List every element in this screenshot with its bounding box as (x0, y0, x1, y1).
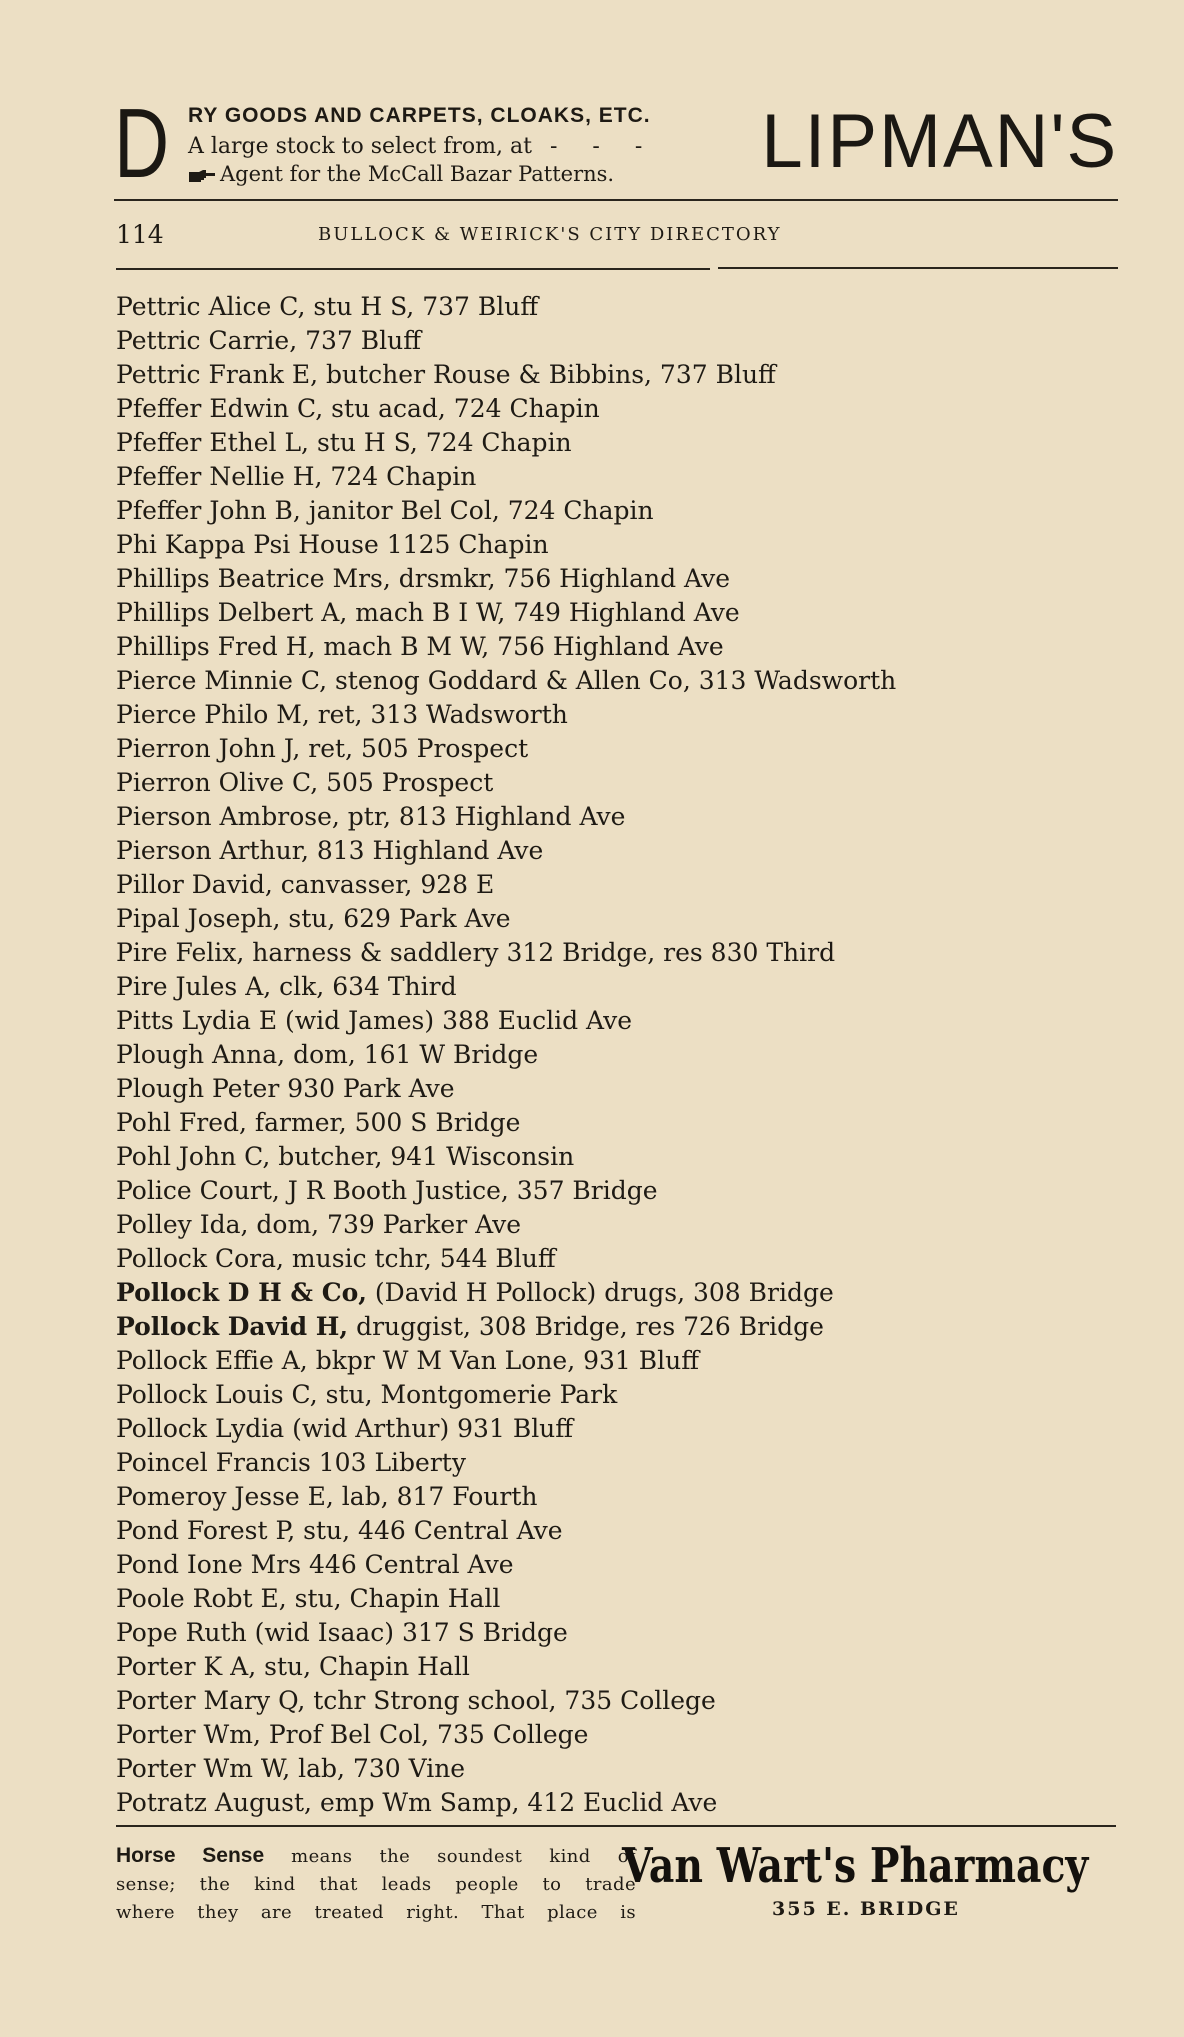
entry-name: Pierson Ambrose, (116, 802, 340, 831)
entry-details: butcher Rouse & Bibbins, 737 Bluff (318, 360, 776, 389)
entry-name: Polley Ida, (116, 1210, 249, 1239)
entry-details: music tchr, 544 Bluff (283, 1244, 556, 1273)
directory-entry (116, 358, 896, 392)
pharmacy-brand: Van Wart's Pharmacy (622, 1838, 1089, 1894)
top-advertisement (112, 88, 1118, 200)
entry-details: 737 Bluff (297, 326, 421, 355)
entry-details: 446 Central Ave (301, 1550, 514, 1579)
entry-details: 813 Highland Ave (308, 836, 544, 865)
entry-details: clk, 634 Third (271, 972, 457, 1001)
entry-name: Pope Ruth (116, 1618, 247, 1647)
entry-details: J R Booth Justice, 357 Bridge (279, 1176, 658, 1205)
entry-details: druggist, 308 Bridge, res 726 Bridge (348, 1312, 824, 1341)
ad-lead: Horse Sense (116, 1844, 265, 1867)
entry-name: Pollock David H, (116, 1312, 349, 1341)
entry-name: Porter K A, (116, 1652, 257, 1681)
entry-details: dom, 739 Parker Ave (248, 1210, 522, 1239)
entry-details: ret, 505 Prospect (300, 734, 529, 763)
directory-entry (116, 1276, 896, 1310)
entry-name: Pollock Cora, (116, 1244, 284, 1273)
ad-copy-line-3: where they are treated right. That place is (116, 1902, 636, 1923)
directory-entry (116, 1242, 896, 1276)
page-number: 114 (116, 220, 164, 249)
entry-details: stenog Goddard & Allen Co, 313 Wadsworth (327, 666, 897, 695)
entry-name: Pettric Frank E, (116, 360, 319, 389)
entry-name: Porter Wm, (116, 1720, 261, 1749)
entry-name: Police Court, (116, 1176, 280, 1205)
directory-entry (116, 290, 896, 324)
ad-copy-line-1-text: means the soundest kind of (264, 1846, 636, 1867)
entry-name: Pire Felix, (116, 938, 245, 967)
entry-name: Poole Robt E, (116, 1584, 287, 1613)
entry-name: Phillips Beatrice Mrs, (116, 564, 391, 593)
directory-entry (116, 1616, 896, 1650)
entry-name: Pond Ione Mrs (116, 1550, 302, 1579)
ad-brand-name: LIPMAN'S (761, 99, 1118, 184)
directory-entry (116, 494, 896, 528)
entry-details: drsmkr, 756 Highland Ave (390, 564, 730, 593)
directory-entry (116, 1752, 896, 1786)
directory-entry (116, 1412, 896, 1446)
entry-details: (wid James) 388 Euclid Ave (277, 1006, 632, 1035)
ad-agent-text: Agent for the McCall Bazar Patterns. (220, 162, 615, 186)
entry-name: Potratz August, (116, 1788, 313, 1817)
directory-entry (116, 800, 896, 834)
entry-details: ret, 313 Wadsworth (309, 700, 568, 729)
directory-entry (116, 426, 896, 460)
entry-details: stu acad, 724 Chapin (323, 394, 600, 423)
directory-entry (116, 732, 896, 766)
entry-name: Pomeroy Jesse E, (116, 1482, 334, 1511)
entry-name: Phillips Delbert A, (116, 598, 348, 627)
entry-details: tchr Strong school, 735 College (305, 1686, 716, 1715)
entry-name: Pfeffer John B, (116, 496, 301, 525)
header-divider-right (718, 267, 1118, 269)
entry-details: lab, 730 Vine (290, 1754, 466, 1783)
entry-details: 930 Park Ave (279, 1074, 455, 1103)
directory-entry (116, 1344, 896, 1378)
directory-entry (116, 1548, 896, 1582)
directory-entry (116, 1378, 896, 1412)
entry-name: Pollock D H & Co, (116, 1278, 367, 1307)
entry-details: (wid Isaac) 317 S Bridge (246, 1618, 568, 1647)
entry-details: canvasser, 928 E (272, 870, 495, 899)
entry-details: emp Wm Samp, 412 Euclid Ave (312, 1788, 718, 1817)
directory-entry (116, 868, 896, 902)
entry-name: Pierce Philo M, (116, 700, 310, 729)
directory-entry (116, 902, 896, 936)
entry-name: Pierron Olive C, (116, 768, 319, 797)
entry-name: Pfeffer Nellie H, (116, 462, 323, 491)
entry-details: Prof Bel Col, 735 College (260, 1720, 589, 1749)
entry-name: Pierce Minnie C, (116, 666, 328, 695)
entry-name: Phillips Fred H, (116, 632, 316, 661)
entry-details: 724 Chapin (322, 462, 477, 491)
footer-divider (116, 1825, 1116, 1827)
entry-details: mach B I W, 749 Highland Ave (347, 598, 740, 627)
entry-details: 103 Liberty (310, 1448, 466, 1477)
directory-entry (116, 1446, 896, 1480)
ad-dashes: - - - (549, 134, 657, 159)
directory-entry (116, 1208, 896, 1242)
top-ad-divider (114, 199, 1118, 201)
running-title: BULLOCK & WEIRICK'S CITY DIRECTORY (318, 224, 782, 245)
ad-headline: RY GOODS AND CARPETS, CLOAKS, ETC. (188, 104, 651, 127)
pointing-hand-icon (188, 169, 216, 183)
entry-details: (wid Arthur) 931 Bluff (284, 1414, 574, 1443)
directory-entry (116, 1650, 896, 1684)
directory-entry (116, 528, 896, 562)
pharmacy-address: 355 E. BRIDGE (772, 1898, 960, 1920)
ad-drop-initial: D (114, 88, 170, 198)
ad-copy-line-2: sense; the kind that leads people to trade (116, 1874, 636, 1895)
entry-details: janitor Bel Col, 724 Chapin (300, 496, 654, 525)
directory-entry (116, 766, 896, 800)
directory-entry (116, 1684, 896, 1718)
directory-entry (116, 630, 896, 664)
directory-entry (116, 936, 896, 970)
entry-name: Pierson Arthur, (116, 836, 309, 865)
directory-entry (116, 460, 896, 494)
entry-name: Pfeffer Ethel L, (116, 428, 310, 457)
directory-entry (116, 562, 896, 596)
entry-details: stu H S, 737 Bluff (305, 292, 539, 321)
entry-name: Porter Wm W, (116, 1754, 291, 1783)
entry-details: bkpr W M Van Lone, 931 Bluff (307, 1346, 699, 1375)
directory-entry (116, 1038, 896, 1072)
entry-details: stu, Chapin Hall (256, 1652, 470, 1681)
entry-name: Pohl Fred, (116, 1108, 247, 1137)
entry-details: harness & saddlery 312 Bridge, res 830 Third (244, 938, 836, 967)
entry-name: Pollock Louis C, (116, 1380, 318, 1409)
entry-name: Pipal Joseph, (116, 904, 281, 933)
entry-details: stu, Montgomerie Park (317, 1380, 618, 1409)
entry-details: stu, 446 Central Ave (295, 1516, 563, 1545)
entry-details: stu, 629 Park Ave (280, 904, 511, 933)
entry-name: Pettric Alice C, (116, 292, 306, 321)
ad-copy-line-1 (116, 1842, 636, 1871)
directory-entry (116, 392, 896, 426)
entry-name: Pollock Lydia (116, 1414, 285, 1443)
entry-name: Pitts Lydia E (116, 1006, 278, 1035)
entry-details: butcher, 941 Wisconsin (270, 1142, 575, 1171)
directory-entry (116, 596, 896, 630)
directory-entry (116, 1174, 896, 1208)
directory-entry (116, 1480, 896, 1514)
entry-details: ptr, 813 Highland Ave (339, 802, 626, 831)
directory-entry (116, 1106, 896, 1140)
entry-name: Pond Forest P, (116, 1516, 296, 1545)
entry-name: Poincel Francis (116, 1448, 311, 1477)
directory-entry (116, 1004, 896, 1038)
entry-name: Pfeffer Edwin C, (116, 394, 324, 423)
entry-details: mach B M W, 756 Highland Ave (315, 632, 724, 661)
header-divider-left (116, 268, 710, 270)
directory-entry (116, 1072, 896, 1106)
bottom-advertisement (116, 1838, 1120, 1923)
entry-name: Pollock Effie A, (116, 1346, 308, 1375)
directory-entry (116, 1786, 896, 1820)
entry-details: stu H S, 724 Chapin (309, 428, 572, 457)
ad-copy (116, 1842, 636, 1927)
entry-details: 1125 Chapin (378, 530, 549, 559)
directory-listing (116, 290, 896, 1820)
entry-name: Plough Anna, (116, 1040, 286, 1069)
directory-entry (116, 1310, 896, 1344)
directory-entry (116, 1514, 896, 1548)
entry-details: stu, Chapin Hall (286, 1584, 501, 1613)
directory-entry (116, 1582, 896, 1616)
directory-entry (116, 834, 896, 868)
entry-name: Pettric Carrie, (116, 326, 298, 355)
entry-name: Pire Jules A, (116, 972, 272, 1001)
entry-name: Pohl John C, (116, 1142, 271, 1171)
entry-name: Plough Peter (116, 1074, 280, 1103)
entry-details: lab, 817 Fourth (333, 1482, 538, 1511)
directory-entry (116, 664, 896, 698)
entry-details: (David H Pollock) drugs, 308 Bridge (366, 1278, 834, 1307)
directory-entry (116, 1140, 896, 1174)
directory-entry (116, 1718, 896, 1752)
entry-name: Porter Mary Q, (116, 1686, 306, 1715)
ad-stock-line (188, 134, 656, 159)
entry-details: 505 Prospect (318, 768, 494, 797)
directory-entry (116, 324, 896, 358)
entry-details: farmer, 500 S Bridge (246, 1108, 521, 1137)
entry-name: Pillor David, (116, 870, 273, 899)
entry-details: dom, 161 W Bridge (285, 1040, 539, 1069)
directory-entry (116, 698, 896, 732)
ad-stock-text: A large stock to select from, at (188, 134, 532, 159)
directory-entry (116, 970, 896, 1004)
entry-name: Pierron John J, (116, 734, 301, 763)
entry-name: Phi Kappa Psi House (116, 530, 379, 559)
ad-agent-line (188, 162, 614, 186)
